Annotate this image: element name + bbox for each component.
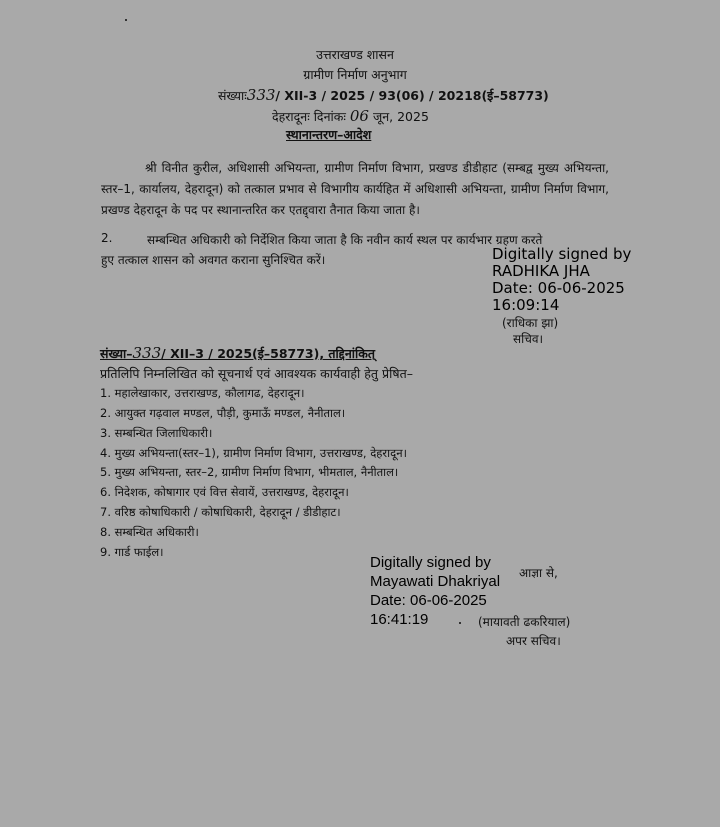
sig1-line1: Digitally signed by (492, 245, 632, 263)
signatory-2-name: (मायावती ढकरियाल) (478, 615, 571, 629)
copy-heading: प्रतिलिपि निम्नलिखित को सूचनार्थ एवं आवश्यक कार्यवाही हेतु प्रेषित– (100, 366, 413, 381)
signatory-2-designation: अपर सचिव। (506, 634, 561, 648)
sig1-line2: RADHIKA JHA (492, 262, 590, 280)
paragraph-2-line2: हुए तत्काल शासन को अवगत कराना सुनिश्चित करें। (101, 253, 326, 267)
copy-number-prefix: संख्या– (100, 346, 133, 361)
sig2-line4: 16:41:19 (370, 611, 429, 628)
copy-item-5: 5. मुख्य अभियन्ता, स्तर–2, ग्रामीण निर्माण विभाग, भीमताल, नैनीताल। (100, 465, 399, 479)
order-by-text: आज्ञा से, (519, 566, 558, 580)
copy-item-4: 4. मुख्य अभियन्ता(स्तर–1), ग्रामीण निर्माण विभाग, उत्तराखण्ड, देहरादून। (100, 446, 407, 460)
sig2-line2: Mayawati Dhakriyal (370, 573, 501, 590)
order-number (218, 86, 549, 104)
copy-item-1: 1. महालेखाकार, उत्तराखण्ड, कौलागढ, देहरादून। (100, 386, 305, 400)
copy-number-handwritten: 333 (132, 344, 162, 362)
copy-item-3: 3. सम्बन्धित जिलाधिकारी। (100, 426, 213, 440)
paragraph-1: श्री विनीत कुरील, अधिशासी अभियन्ता, ग्रामीण निर्माण विभाग, प्रखण्ड डीडीहाट (सम्बद्व मुख्य अभियन्ता, स्तर–1, कार्यालय, देहरादून) को तत्काल प्रभाव से विभागीय कार्यहित में अधिशासी अभियन्ता, ग्रामीण निर्माण विभाग, प्रखण्ड देहरादून के पद पर स्थानान्तरित कर एतद्द्वारा तैनात किया जाता है। (101, 161, 609, 217)
copy-item-6: 6. निदेशक, कोषागार एवं वित्त सेवायें, उत्तराखण्ड, देहरादून। (100, 485, 349, 499)
signatory-1-designation: सचिव। (513, 332, 544, 346)
govt-heading: उत्तराखण्ड शासन (316, 47, 394, 62)
order-date (272, 107, 429, 125)
sig1-line4: 16:09:14 (492, 296, 560, 314)
paragraph-2-line1: सम्बन्धित अधिकारी को निर्देशित किया जाता है कि नवीन कार्य स्थल पर कार्यभार ग्रहण करते (147, 233, 543, 247)
copy-number-rest: / XII–3 / 2025(ई–58773), तद्दिनांकित् (161, 346, 375, 361)
order-date-handwritten: 06 (349, 107, 369, 125)
copy-item-9: 9. गार्ड फाईल। (100, 545, 164, 559)
order-title: स्थानान्तरण–आदेश (286, 127, 372, 142)
sig2-line3: Date: 06-06-2025 (370, 592, 487, 609)
order-date-prefix: देहरादूनः दिनांकः (272, 109, 346, 124)
copy-item-7: 7. वरिष्ठ कोषाधिकारी / कोषाधिकारी, देहरादून / डीडीहाट। (100, 505, 341, 519)
order-date-rest: जून, 2025 (372, 109, 429, 124)
speck (459, 622, 461, 624)
section-heading: ग्रामीण निर्माण अनुभाग (303, 67, 407, 82)
digital-signature-1 (492, 246, 631, 314)
copy-number (100, 344, 375, 362)
copy-item-2: 2. आयुक्त गढ़वाल मण्डल, पौड़ी, कुमाऊँ मण्डल, नैनीताल। (100, 406, 346, 420)
sig2-line1: Digitally signed by (370, 554, 491, 571)
copy-item-8: 8. सम्बन्धित अधिकारी। (100, 525, 199, 539)
signatory-1-name: (राधिका झा) (502, 316, 559, 330)
speck (125, 19, 127, 21)
order-number-prefix: संख्याः (218, 88, 247, 103)
order-number-rest: / XII-3 / 2025 / 93(06) / 20218(ई–58773) (275, 88, 549, 103)
sig1-line3: Date: 06-06-2025 (492, 279, 625, 297)
order-number-handwritten: 333 (246, 86, 276, 104)
paragraph-2-number: 2. (101, 231, 113, 245)
